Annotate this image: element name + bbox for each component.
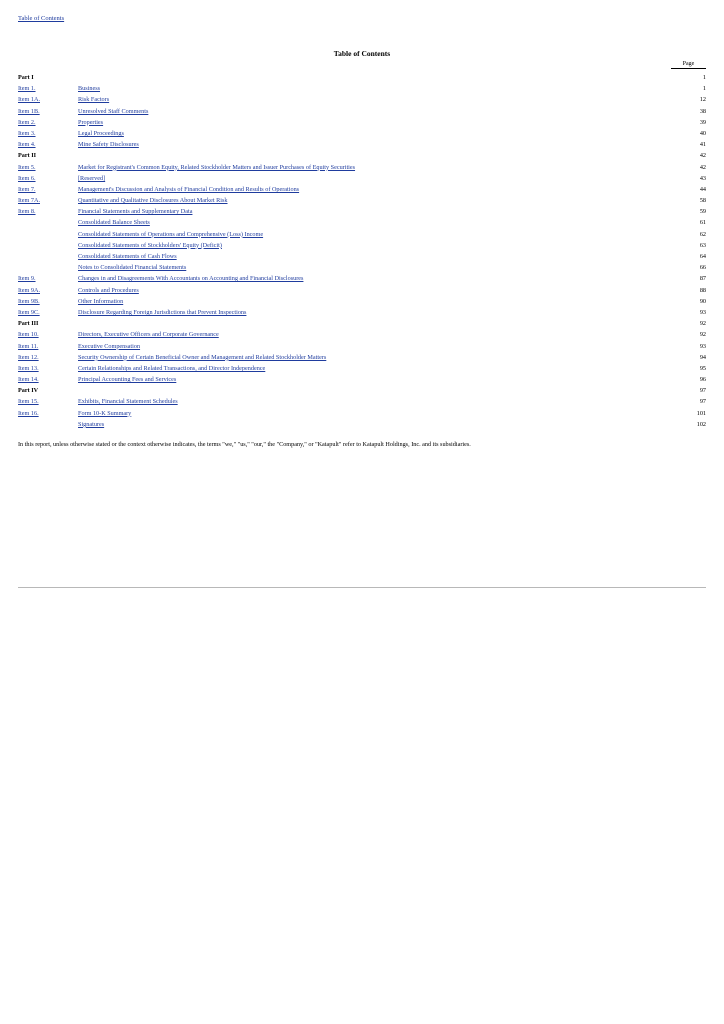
toc-title-link[interactable]: Other Information <box>78 297 124 305</box>
toc-row <box>18 83 706 94</box>
toc-page-number: 97 <box>699 398 706 406</box>
toc-page-number: 90 <box>699 297 706 305</box>
toc-title-link[interactable]: Consolidated Statements of Stockholders' Equity (Deficit) <box>78 241 222 249</box>
toc-row <box>18 106 706 117</box>
toc-item-link[interactable]: Item 7A. <box>18 197 40 205</box>
toc-title-link[interactable]: Certain Relationships and Related Transactions, and Director Independence <box>78 364 266 372</box>
toc-page-number: 102 <box>696 420 706 428</box>
toc-part-row <box>18 72 706 83</box>
toc-row <box>18 363 706 374</box>
toc-title-link[interactable]: [Reserved] <box>78 174 106 182</box>
toc-part-row <box>18 150 706 161</box>
toc-page-number: 64 <box>699 253 706 260</box>
toc-title-link[interactable]: Form 10-K Summary <box>78 409 132 417</box>
toc-title-link[interactable]: Changes in and Disagreements With Accountants on Accounting and Financial Disclosures <box>78 275 304 283</box>
toc-row <box>18 128 706 139</box>
toc-item-link[interactable]: Item 9B. <box>18 297 40 305</box>
page-column-header: Page <box>671 61 706 69</box>
toc-item-link[interactable]: Item 2. <box>18 118 36 126</box>
toc-title-link[interactable]: Security Ownership of Certain Beneficial Owner and Management and Related Stockholder Matters <box>78 353 327 361</box>
toc-item-link[interactable]: Item 5. <box>18 163 36 171</box>
toc-title-link[interactable]: Legal Proceedings <box>78 129 124 137</box>
toc-row <box>18 195 706 206</box>
toc-page-number: 12 <box>699 96 706 104</box>
toc-title-link[interactable]: Directors, Executive Officers and Corporate Governance <box>78 331 219 339</box>
toc-row <box>18 262 706 273</box>
toc-title-link[interactable]: Quantitative and Qualitative Disclosures About Market Risk <box>78 197 228 205</box>
toc-title-link[interactable]: Consolidated Statements of Cash Flows <box>78 253 177 260</box>
toc-page-number: 96 <box>699 376 706 384</box>
toc-item-link[interactable]: Item 9C. <box>18 308 40 316</box>
toc-part-label: Part IV <box>18 387 39 395</box>
toc-item-link[interactable]: Item 1A. <box>18 96 40 104</box>
toc-page-number: 61 <box>699 219 706 227</box>
toc-row <box>18 374 706 385</box>
toc-page-number: 92 <box>699 331 706 339</box>
toc-title-link[interactable]: Notes to Consolidated Financial Statements <box>78 264 187 272</box>
toc-item-link[interactable]: Item 6. <box>18 174 36 182</box>
toc-row <box>18 396 706 407</box>
toc-item-link[interactable]: Item 7. <box>18 185 36 193</box>
toc-row <box>18 296 706 307</box>
toc-page-number: 38 <box>699 107 706 115</box>
toc-part-label: Part III <box>18 320 39 328</box>
toc-page-number: 92 <box>699 320 706 328</box>
toc-title-link[interactable]: Controls and Procedures <box>78 286 139 294</box>
toc-page-number: 1 <box>702 74 706 81</box>
toc-page-number: 93 <box>699 308 706 316</box>
toc-page-number: 43 <box>699 174 706 182</box>
toc-row <box>18 229 706 240</box>
toc-page-number: 44 <box>699 185 706 193</box>
toc-page-number: 59 <box>699 208 706 216</box>
toc-title-link[interactable]: Consolidated Balance Sheets <box>78 219 150 227</box>
toc-row <box>18 419 706 430</box>
toc-page-number: 41 <box>699 141 706 149</box>
toc-part-label: Part I <box>18 74 34 81</box>
toc-page-number: 95 <box>699 364 706 372</box>
toc-page-number: 94 <box>699 353 706 361</box>
toc-title-link[interactable]: Principal Accounting Fees and Services <box>78 376 177 384</box>
toc-page-number: 39 <box>699 118 706 126</box>
toc-item-link[interactable]: Item 16. <box>18 409 39 417</box>
toc-page-number: 101 <box>696 409 706 417</box>
toc-title-link[interactable]: Disclosure Regarding Foreign Jurisdictions that Prevent Inspections <box>78 308 247 316</box>
definitions-note: In this report, unless otherwise stated or the context otherwise indicates, the terms "we," "us," "our," the "Company," or "Katapult" refer to Katapult Holdings, Inc. and its subsidiaries. <box>18 441 471 448</box>
toc-part-label: Part II <box>18 152 37 160</box>
toc-row <box>18 251 706 262</box>
toc-page-number: 88 <box>699 286 706 294</box>
toc-item-link[interactable]: Item 15. <box>18 398 39 406</box>
toc-row <box>18 307 706 318</box>
toc-page-number: 97 <box>699 387 706 395</box>
toc-title-link[interactable]: Properties <box>78 118 104 126</box>
toc-item-link[interactable]: Item 8. <box>18 208 36 216</box>
toc-title-link[interactable]: Business <box>78 85 101 93</box>
toc-row <box>18 240 706 251</box>
toc-title-link[interactable]: Unresolved Staff Comments <box>78 107 149 115</box>
toc-title-link[interactable]: Financial Statements and Supplementary Data <box>78 208 193 216</box>
toc-row <box>18 341 706 352</box>
toc-row <box>18 408 706 419</box>
toc-item-link[interactable]: Item 11. <box>18 342 39 350</box>
toc-row <box>18 352 706 363</box>
toc-row <box>18 329 706 340</box>
toc-title-link[interactable]: Mine Safety Disclosures <box>78 141 139 149</box>
toc-row <box>18 173 706 184</box>
toc-page-number: 66 <box>699 264 706 272</box>
toc-item-link[interactable]: Item 9A. <box>18 286 40 294</box>
toc-item-link[interactable]: Item 12. <box>18 353 39 361</box>
toc-title-link[interactable]: Exhibits, Financial Statement Schedules <box>78 398 178 406</box>
toc-title-link[interactable]: Market for Registrant's Common Equity, Related Stockholder Matters and Issuer Purchases of Equity Securities <box>78 163 356 171</box>
toc-page-number: 1 <box>702 85 706 93</box>
toc-title-link[interactable]: Risk Factors <box>78 96 110 104</box>
toc-page-number: 42 <box>699 152 706 160</box>
toc-item-link[interactable]: Item 4. <box>18 141 36 149</box>
toc-title-link[interactable]: Consolidated Statements of Operations and Comprehensive (Loss) Income <box>78 230 264 238</box>
toc-row <box>18 217 706 228</box>
toc-item-link[interactable]: Item 14. <box>18 376 39 384</box>
toc-row <box>18 117 706 128</box>
toc-part-row <box>18 385 706 396</box>
toc-title-link[interactable]: Signatures <box>78 420 105 428</box>
page-divider <box>18 587 706 588</box>
toc-item-link[interactable]: Item 3. <box>18 129 36 137</box>
toc-row <box>18 162 706 173</box>
toc-item-link[interactable]: Item 1B. <box>18 107 40 115</box>
toc-row <box>18 94 706 105</box>
toc-row <box>18 206 706 217</box>
table-of-contents-link[interactable]: Table of Contents <box>18 15 65 22</box>
page-title: Table of Contents <box>333 49 391 58</box>
toc-title-link[interactable]: Executive Compensation <box>78 342 141 350</box>
toc-row <box>18 184 706 195</box>
toc-item-link[interactable]: Item 9. <box>18 275 36 283</box>
toc-page-number: 40 <box>699 129 706 137</box>
toc-page-number: 62 <box>699 230 706 238</box>
toc-page-number: 87 <box>699 275 706 283</box>
toc-page-number: 63 <box>699 241 706 249</box>
toc-title-link[interactable]: Management's Discussion and Analysis of Financial Condition and Results of Operations <box>78 185 300 193</box>
toc-item-link[interactable]: Item 10. <box>18 331 39 339</box>
toc-item-link[interactable]: Item 1. <box>18 85 36 93</box>
toc-row <box>18 285 706 296</box>
toc-part-row <box>18 318 706 329</box>
toc-page-number: 93 <box>699 342 706 350</box>
table-of-contents <box>18 72 706 430</box>
toc-page-number: 42 <box>699 163 706 171</box>
toc-row <box>18 273 706 284</box>
toc-row <box>18 139 706 150</box>
toc-page-number: 58 <box>699 197 706 205</box>
toc-item-link[interactable]: Item 13. <box>18 364 39 372</box>
